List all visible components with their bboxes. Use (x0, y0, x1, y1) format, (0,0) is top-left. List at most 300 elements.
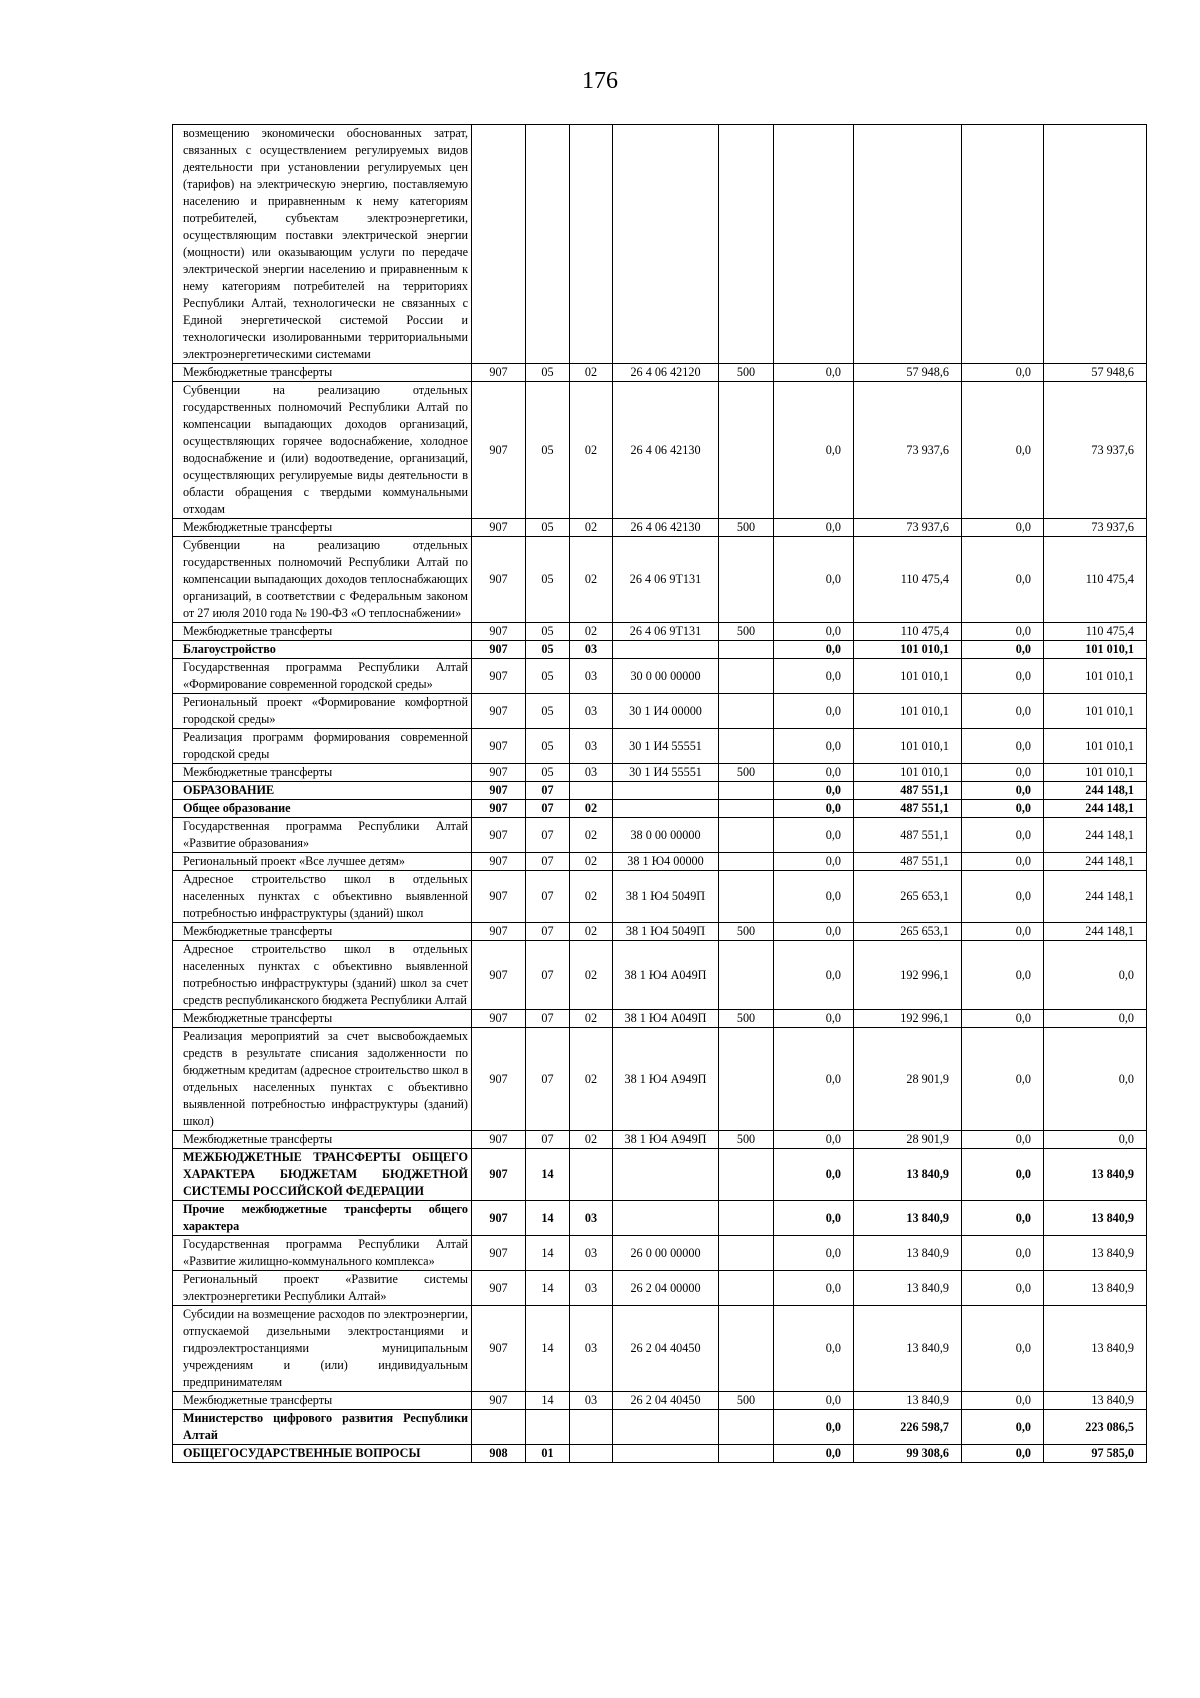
ministry-code-cell: 907 (472, 923, 526, 941)
section-code-cell: 07 (526, 1131, 570, 1149)
sum-col2-cell: 99 308,6 (854, 1445, 962, 1463)
table-row (173, 125, 1147, 364)
sum-col3-cell: 0,0 (962, 659, 1044, 694)
table-row (173, 1010, 1147, 1028)
target-article-cell: 38 1 Ю4 А949П (613, 1028, 719, 1131)
sum-col1-cell: 0,0 (774, 1201, 854, 1236)
sum-col4-cell: 101 010,1 (1044, 764, 1147, 782)
target-article-cell: 38 0 00 00000 (613, 818, 719, 853)
expense-type-cell (719, 694, 774, 729)
section-code-cell: 07 (526, 871, 570, 923)
row-name-cell: Межбюджетные трансферты (173, 623, 472, 641)
sum-col2-cell: 73 937,6 (854, 519, 962, 537)
section-code-cell: 07 (526, 1028, 570, 1131)
ministry-code-cell: 907 (472, 729, 526, 764)
sum-col3-cell: 0,0 (962, 764, 1044, 782)
section-code-cell: 05 (526, 364, 570, 382)
sum-col4-cell: 101 010,1 (1044, 659, 1147, 694)
expense-type-cell (719, 818, 774, 853)
sum-col3-cell: 0,0 (962, 1236, 1044, 1271)
ministry-code-cell: 907 (472, 782, 526, 800)
sum-col3-cell: 0,0 (962, 537, 1044, 623)
sum-col2-cell: 101 010,1 (854, 641, 962, 659)
table-row (173, 941, 1147, 1010)
sum-col2-cell: 13 840,9 (854, 1201, 962, 1236)
expense-type-cell (719, 1445, 774, 1463)
section-code-cell: 14 (526, 1236, 570, 1271)
table-row (173, 923, 1147, 941)
ministry-code-cell: 907 (472, 364, 526, 382)
target-article-cell (613, 800, 719, 818)
target-article-cell: 26 4 06 9Т131 (613, 623, 719, 641)
table-row (173, 1131, 1147, 1149)
expense-type-cell (719, 1271, 774, 1306)
table-row (173, 364, 1147, 382)
target-article-cell (613, 1445, 719, 1463)
table-row (173, 382, 1147, 519)
ministry-code-cell: 907 (472, 519, 526, 537)
ministry-code-cell: 907 (472, 1392, 526, 1410)
expense-type-cell (719, 382, 774, 519)
section-code-cell: 07 (526, 853, 570, 871)
subsection-code-cell: 02 (570, 1028, 613, 1131)
subsection-code-cell: 03 (570, 729, 613, 764)
subsection-code-cell: 03 (570, 659, 613, 694)
sum-col2-cell: 110 475,4 (854, 537, 962, 623)
expense-type-cell: 500 (719, 519, 774, 537)
sum-col1-cell: 0,0 (774, 1028, 854, 1131)
sum-col3-cell: 0,0 (962, 1149, 1044, 1201)
sum-col1-cell: 0,0 (774, 923, 854, 941)
sum-col4-cell: 97 585,0 (1044, 1445, 1147, 1463)
section-code-cell: 07 (526, 941, 570, 1010)
section-code-cell: 01 (526, 1445, 570, 1463)
sum-col1-cell: 0,0 (774, 1445, 854, 1463)
sum-col3-cell: 0,0 (962, 694, 1044, 729)
subsection-code-cell: 02 (570, 923, 613, 941)
section-code-cell: 14 (526, 1271, 570, 1306)
sum-col4-cell: 73 937,6 (1044, 382, 1147, 519)
subsection-code-cell (570, 125, 613, 364)
table-row (173, 1028, 1147, 1131)
sum-col4-cell: 244 148,1 (1044, 782, 1147, 800)
subsection-code-cell: 03 (570, 1201, 613, 1236)
sum-col2-cell: 110 475,4 (854, 623, 962, 641)
sum-col1-cell: 0,0 (774, 871, 854, 923)
sum-col4-cell: 101 010,1 (1044, 694, 1147, 729)
table-row (173, 659, 1147, 694)
sum-col1-cell: 0,0 (774, 1010, 854, 1028)
table-row (173, 537, 1147, 623)
sum-col2-cell: 13 840,9 (854, 1236, 962, 1271)
ministry-code-cell: 907 (472, 1131, 526, 1149)
target-article-cell: 38 1 Ю4 А049П (613, 1010, 719, 1028)
expense-type-cell (719, 1410, 774, 1445)
sum-col1-cell: 0,0 (774, 818, 854, 853)
sum-col1-cell: 0,0 (774, 641, 854, 659)
row-name-cell: Субвенции на реализацию отдельных государственных полномочий Республики Алтай по компенсации выпадающих доходов организаций, осуществляющих горячее водоснабжение, холодное водоснабжение и (или) водоотведение, организаций, осуществляющих регулируемые виды деятельности в области обращения с твердыми коммунальными отходам (173, 382, 472, 519)
target-article-cell: 26 2 04 00000 (613, 1271, 719, 1306)
row-name-cell: Министерство цифрового развития Республики Алтай (173, 1410, 472, 1445)
sum-col1-cell: 0,0 (774, 941, 854, 1010)
ministry-code-cell: 907 (472, 853, 526, 871)
sum-col4-cell: 13 840,9 (1044, 1149, 1147, 1201)
sum-col4-cell (1044, 125, 1147, 364)
sum-col2-cell: 57 948,6 (854, 364, 962, 382)
section-code-cell (526, 1410, 570, 1445)
sum-col3-cell: 0,0 (962, 623, 1044, 641)
sum-col2-cell: 13 840,9 (854, 1392, 962, 1410)
sum-col3-cell: 0,0 (962, 382, 1044, 519)
subsection-code-cell: 02 (570, 382, 613, 519)
sum-col1-cell: 0,0 (774, 659, 854, 694)
expense-type-cell: 500 (719, 1010, 774, 1028)
sum-col1-cell: 0,0 (774, 623, 854, 641)
sum-col2-cell: 101 010,1 (854, 764, 962, 782)
subsection-code-cell: 02 (570, 364, 613, 382)
expense-type-cell (719, 1028, 774, 1131)
target-article-cell: 26 2 04 40450 (613, 1392, 719, 1410)
expense-type-cell: 500 (719, 364, 774, 382)
subsection-code-cell (570, 1445, 613, 1463)
sum-col1-cell: 0,0 (774, 1392, 854, 1410)
expense-type-cell (719, 871, 774, 923)
expense-type-cell (719, 729, 774, 764)
row-name-cell: Адресное строительство школ в отдельных населенных пунктах с объективно выявленной потребностью инфраструктуры (зданий) школ (173, 871, 472, 923)
sum-col3-cell: 0,0 (962, 941, 1044, 1010)
sum-col4-cell: 73 937,6 (1044, 519, 1147, 537)
ministry-code-cell: 907 (472, 1149, 526, 1201)
expense-type-cell (719, 1201, 774, 1236)
table-row (173, 1410, 1147, 1445)
target-article-cell (613, 1410, 719, 1445)
subsection-code-cell: 03 (570, 1392, 613, 1410)
ministry-code-cell: 907 (472, 1028, 526, 1131)
target-article-cell: 26 2 04 40450 (613, 1306, 719, 1392)
section-code-cell: 07 (526, 923, 570, 941)
section-code-cell: 14 (526, 1392, 570, 1410)
sum-col2-cell: 13 840,9 (854, 1271, 962, 1306)
table-row (173, 871, 1147, 923)
row-name-cell: МЕЖБЮДЖЕТНЫЕ ТРАНСФЕРТЫ ОБЩЕГО ХАРАКТЕРА БЮДЖЕТАМ БЮДЖЕТНОЙ СИСТЕМЫ РОССИЙСКОЙ ФЕДЕРАЦИИ (173, 1149, 472, 1201)
ministry-code-cell: 907 (472, 1306, 526, 1392)
target-article-cell: 30 1 И4 55551 (613, 729, 719, 764)
sum-col4-cell: 57 948,6 (1044, 364, 1147, 382)
subsection-code-cell (570, 782, 613, 800)
row-name-cell: Государственная программа Республики Алтай «Формирование современной городской среды» (173, 659, 472, 694)
row-name-cell: Межбюджетные трансферты (173, 1131, 472, 1149)
sum-col1-cell: 0,0 (774, 764, 854, 782)
target-article-cell: 38 1 Ю4 00000 (613, 853, 719, 871)
sum-col3-cell (962, 125, 1044, 364)
section-code-cell: 05 (526, 694, 570, 729)
sum-col2-cell: 73 937,6 (854, 382, 962, 519)
sum-col1-cell: 0,0 (774, 537, 854, 623)
row-name-cell: Межбюджетные трансферты (173, 1392, 472, 1410)
row-name-cell: Региональный проект «Все лучшее детям» (173, 853, 472, 871)
row-name-cell: Реализация программ формирования современной городской среды (173, 729, 472, 764)
sum-col2-cell: 13 840,9 (854, 1306, 962, 1392)
budget-table (172, 124, 1147, 1463)
sum-col3-cell: 0,0 (962, 923, 1044, 941)
target-article-cell: 30 1 И4 55551 (613, 764, 719, 782)
sum-col2-cell: 101 010,1 (854, 659, 962, 694)
section-code-cell: 05 (526, 537, 570, 623)
section-code-cell: 05 (526, 519, 570, 537)
subsection-code-cell: 03 (570, 764, 613, 782)
ministry-code-cell: 907 (472, 641, 526, 659)
table-row (173, 1271, 1147, 1306)
row-name-cell: Региональный проект «Формирование комфортной городской среды» (173, 694, 472, 729)
sum-col4-cell: 244 148,1 (1044, 818, 1147, 853)
subsection-code-cell: 03 (570, 1236, 613, 1271)
subsection-code-cell: 02 (570, 871, 613, 923)
ministry-code-cell: 907 (472, 800, 526, 818)
target-article-cell (613, 1149, 719, 1201)
row-name-cell: Межбюджетные трансферты (173, 764, 472, 782)
sum-col4-cell: 13 840,9 (1044, 1392, 1147, 1410)
sum-col1-cell: 0,0 (774, 1410, 854, 1445)
sum-col2-cell: 101 010,1 (854, 694, 962, 729)
expense-type-cell: 500 (719, 1131, 774, 1149)
row-name-cell: ОБРАЗОВАНИЕ (173, 782, 472, 800)
sum-col2-cell: 101 010,1 (854, 729, 962, 764)
sum-col1-cell: 0,0 (774, 519, 854, 537)
expense-type-cell (719, 659, 774, 694)
sum-col1-cell: 0,0 (774, 800, 854, 818)
sum-col3-cell: 0,0 (962, 1131, 1044, 1149)
sum-col3-cell: 0,0 (962, 729, 1044, 764)
expense-type-cell (719, 1149, 774, 1201)
ministry-code-cell: 907 (472, 1236, 526, 1271)
row-name-cell: Межбюджетные трансферты (173, 519, 472, 537)
table-row (173, 800, 1147, 818)
sum-col4-cell: 0,0 (1044, 1028, 1147, 1131)
sum-col4-cell: 13 840,9 (1044, 1271, 1147, 1306)
ministry-code-cell (472, 125, 526, 364)
table-row (173, 1306, 1147, 1392)
table-row (173, 623, 1147, 641)
row-name-cell: Субвенции на реализацию отдельных государственных полномочий Республики Алтай по компенсации выпадающих доходов теплоснабжающих организаций, в соответствии с Федеральным законом от 27 июля 2010 года № 190-ФЗ «О теплоснабжении» (173, 537, 472, 623)
target-article-cell: 38 1 Ю4 5049П (613, 923, 719, 941)
sum-col2-cell: 487 551,1 (854, 853, 962, 871)
sum-col3-cell: 0,0 (962, 782, 1044, 800)
expense-type-cell: 500 (719, 1392, 774, 1410)
sum-col2-cell (854, 125, 962, 364)
sum-col4-cell: 223 086,5 (1044, 1410, 1147, 1445)
row-name-cell: Государственная программа Республики Алтай «Развитие жилищно-коммунального комплекса» (173, 1236, 472, 1271)
subsection-code-cell: 02 (570, 853, 613, 871)
table-row (173, 764, 1147, 782)
row-name-cell: Субсидии на возмещение расходов по электроэнергии, отпускаемой дизельными электростанциями и гидроэлектростанциями муниципальным учреждениям и (или) индивидуальным предпринимателям (173, 1306, 472, 1392)
row-name-cell: Региональный проект «Развитие системы электроэнергетики Республики Алтай» (173, 1271, 472, 1306)
ministry-code-cell: 907 (472, 623, 526, 641)
target-article-cell: 26 0 00 00000 (613, 1236, 719, 1271)
table-row (173, 641, 1147, 659)
row-name-cell: Благоустройство (173, 641, 472, 659)
section-code-cell: 07 (526, 782, 570, 800)
ministry-code-cell: 907 (472, 764, 526, 782)
page-number: 176 (582, 68, 618, 94)
target-article-cell: 30 1 И4 00000 (613, 694, 719, 729)
section-code-cell: 14 (526, 1201, 570, 1236)
target-article-cell: 38 1 Ю4 А049П (613, 941, 719, 1010)
table-row (173, 818, 1147, 853)
row-name-cell: Межбюджетные трансферты (173, 923, 472, 941)
sum-col1-cell: 0,0 (774, 782, 854, 800)
sum-col3-cell: 0,0 (962, 1392, 1044, 1410)
sum-col4-cell: 13 840,9 (1044, 1201, 1147, 1236)
sum-col3-cell: 0,0 (962, 800, 1044, 818)
sum-col4-cell: 0,0 (1044, 1131, 1147, 1149)
ministry-code-cell: 907 (472, 694, 526, 729)
expense-type-cell: 500 (719, 764, 774, 782)
sum-col4-cell: 13 840,9 (1044, 1306, 1147, 1392)
target-article-cell: 26 4 06 42130 (613, 382, 719, 519)
row-name-cell: возмещению экономически обоснованных затрат, связанных с осуществлением регулируемых видов деятельности при установлении регулируемых цен (тарифов) на электрическую энергию, поставляемую населению и приравненным к нему категориям потребителей, субъектам электроэнергетики, осуществляющим поставки электрической энергии (мощности) или оказывающим услуги по передаче электрической энергии населению и приравненным к нему категориям потребителей на территориях Республики Алтай, технологически не связанных с Единой энергетической системой России и технологически изолированными территориальными электроэнергетическими системами (173, 125, 472, 364)
sum-col4-cell: 244 148,1 (1044, 871, 1147, 923)
subsection-code-cell (570, 1410, 613, 1445)
expense-type-cell (719, 641, 774, 659)
expense-type-cell (719, 853, 774, 871)
expense-type-cell (719, 782, 774, 800)
ministry-code-cell: 907 (472, 941, 526, 1010)
row-name-cell: Реализация мероприятий за счет высвобождаемых средств в результате списания задолженности по бюджетным кредитам (адресное строительство школ в отдельных населенных пунктах с объективно выявленной потребностью инфраструктуры (зданий) школ) (173, 1028, 472, 1131)
table-row (173, 1392, 1147, 1410)
sum-col4-cell: 110 475,4 (1044, 537, 1147, 623)
table-row (173, 1201, 1147, 1236)
subsection-code-cell: 03 (570, 641, 613, 659)
ministry-code-cell: 907 (472, 537, 526, 623)
sum-col1-cell: 0,0 (774, 729, 854, 764)
table-row (173, 1236, 1147, 1271)
ministry-code-cell: 907 (472, 1271, 526, 1306)
table-row (173, 1445, 1147, 1463)
sum-col3-cell: 0,0 (962, 871, 1044, 923)
subsection-code-cell: 02 (570, 941, 613, 1010)
table-row (173, 782, 1147, 800)
expense-type-cell (719, 941, 774, 1010)
sum-col2-cell: 265 653,1 (854, 923, 962, 941)
section-code-cell: 05 (526, 641, 570, 659)
subsection-code-cell: 02 (570, 537, 613, 623)
sum-col1-cell: 0,0 (774, 853, 854, 871)
sum-col1-cell: 0,0 (774, 1236, 854, 1271)
sum-col2-cell: 192 996,1 (854, 941, 962, 1010)
table-row (173, 1149, 1147, 1201)
sum-col1-cell: 0,0 (774, 1271, 854, 1306)
section-code-cell: 14 (526, 1149, 570, 1201)
sum-col4-cell: 0,0 (1044, 941, 1147, 1010)
sum-col1-cell: 0,0 (774, 694, 854, 729)
section-code-cell: 05 (526, 659, 570, 694)
sum-col2-cell: 28 901,9 (854, 1028, 962, 1131)
sum-col1-cell: 0,0 (774, 1149, 854, 1201)
ministry-code-cell: 907 (472, 818, 526, 853)
ministry-code-cell: 907 (472, 871, 526, 923)
subsection-code-cell: 03 (570, 1271, 613, 1306)
ministry-code-cell: 908 (472, 1445, 526, 1463)
sum-col3-cell: 0,0 (962, 1271, 1044, 1306)
sum-col1-cell: 0,0 (774, 382, 854, 519)
expense-type-cell (719, 800, 774, 818)
sum-col2-cell: 487 551,1 (854, 800, 962, 818)
subsection-code-cell: 03 (570, 1306, 613, 1392)
table-body (173, 125, 1147, 1463)
sum-col2-cell: 28 901,9 (854, 1131, 962, 1149)
sum-col3-cell: 0,0 (962, 1410, 1044, 1445)
section-code-cell (526, 125, 570, 364)
row-name-cell: Адресное строительство школ в отдельных населенных пунктах с объективно выявленной потребностью инфраструктуры (зданий) школ за счет средств республиканского бюджета Республики Алтай (173, 941, 472, 1010)
sum-col3-cell: 0,0 (962, 853, 1044, 871)
target-article-cell (613, 1201, 719, 1236)
ministry-code-cell: 907 (472, 1010, 526, 1028)
expense-type-cell (719, 125, 774, 364)
sum-col2-cell: 226 598,7 (854, 1410, 962, 1445)
sum-col4-cell: 244 148,1 (1044, 853, 1147, 871)
table-row (173, 694, 1147, 729)
section-code-cell: 07 (526, 800, 570, 818)
sum-col2-cell: 13 840,9 (854, 1149, 962, 1201)
sum-col3-cell: 0,0 (962, 1445, 1044, 1463)
section-code-cell: 14 (526, 1306, 570, 1392)
subsection-code-cell: 02 (570, 1131, 613, 1149)
subsection-code-cell: 02 (570, 623, 613, 641)
sum-col4-cell: 110 475,4 (1044, 623, 1147, 641)
sum-col4-cell: 13 840,9 (1044, 1236, 1147, 1271)
target-article-cell (613, 125, 719, 364)
target-article-cell: 38 1 Ю4 5049П (613, 871, 719, 923)
sum-col2-cell: 487 551,1 (854, 782, 962, 800)
subsection-code-cell: 02 (570, 800, 613, 818)
expense-type-cell: 500 (719, 923, 774, 941)
expense-type-cell: 500 (719, 623, 774, 641)
sum-col4-cell: 244 148,1 (1044, 923, 1147, 941)
target-article-cell: 38 1 Ю4 А949П (613, 1131, 719, 1149)
sum-col3-cell: 0,0 (962, 1306, 1044, 1392)
row-name-cell: Межбюджетные трансферты (173, 364, 472, 382)
ministry-code-cell: 907 (472, 1201, 526, 1236)
ministry-code-cell (472, 1410, 526, 1445)
row-name-cell: Прочие межбюджетные трансферты общего характера (173, 1201, 472, 1236)
sum-col1-cell: 0,0 (774, 1306, 854, 1392)
section-code-cell: 05 (526, 764, 570, 782)
target-article-cell: 30 0 00 00000 (613, 659, 719, 694)
target-article-cell: 26 4 06 9Т131 (613, 537, 719, 623)
section-code-cell: 05 (526, 623, 570, 641)
subsection-code-cell: 03 (570, 694, 613, 729)
sum-col1-cell (774, 125, 854, 364)
sum-col4-cell: 101 010,1 (1044, 641, 1147, 659)
sum-col2-cell: 487 551,1 (854, 818, 962, 853)
subsection-code-cell: 02 (570, 519, 613, 537)
ministry-code-cell: 907 (472, 382, 526, 519)
row-name-cell: Межбюджетные трансферты (173, 1010, 472, 1028)
table-row (173, 729, 1147, 764)
section-code-cell: 07 (526, 818, 570, 853)
sum-col1-cell: 0,0 (774, 1131, 854, 1149)
row-name-cell: ОБЩЕГОСУДАРСТВЕННЫЕ ВОПРОСЫ (173, 1445, 472, 1463)
sum-col1-cell: 0,0 (774, 364, 854, 382)
sum-col2-cell: 192 996,1 (854, 1010, 962, 1028)
table-row (173, 853, 1147, 871)
sum-col3-cell: 0,0 (962, 364, 1044, 382)
target-article-cell (613, 641, 719, 659)
ministry-code-cell: 907 (472, 659, 526, 694)
row-name-cell: Общее образование (173, 800, 472, 818)
subsection-code-cell (570, 1149, 613, 1201)
target-article-cell (613, 782, 719, 800)
